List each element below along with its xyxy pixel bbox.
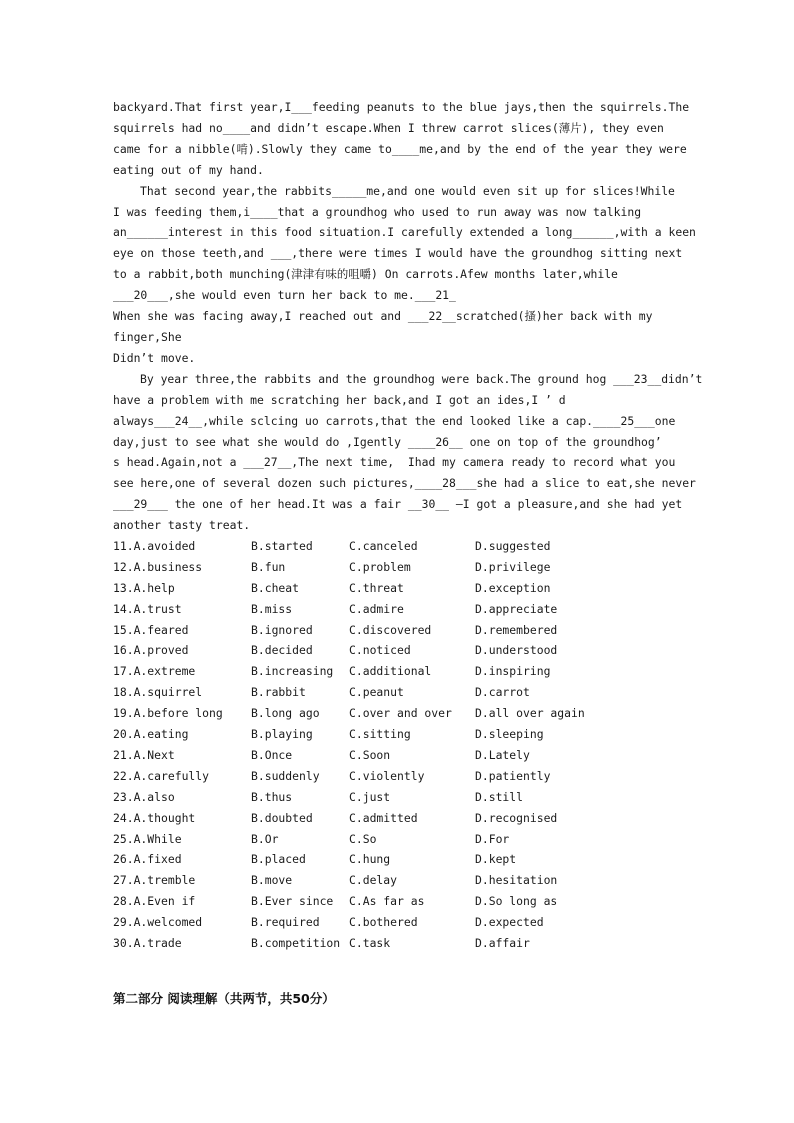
option-d: D.So long as — [475, 894, 558, 909]
passage-line: always___24__,while sclcing uo carrots,that the end looked like a cap.____25___one — [113, 413, 676, 428]
option-d: D.all over again — [475, 706, 585, 721]
option-c: C.over and over — [349, 706, 452, 721]
option-c: C.Soon — [349, 747, 391, 762]
option-row — [113, 766, 681, 787]
passage-line: I was feeding them,i____that a groundhog who used to run away was now talking — [113, 204, 642, 219]
option-b: B.cheat — [251, 580, 300, 595]
option-d: D.carrot — [475, 685, 530, 700]
option-a: 23.A.also — [113, 789, 175, 804]
option-row — [113, 870, 681, 891]
option-d: D.remembered — [475, 622, 558, 637]
option-a: 30.A.trade — [113, 935, 182, 950]
option-row — [113, 661, 681, 682]
passage-line: to a rabbit,both munching(津津有味的咀嚼) On carrots.Afew months later,while — [113, 267, 618, 282]
option-row — [113, 891, 681, 912]
option-a: 22.A.carefully — [113, 768, 210, 783]
option-c: C.discovered — [349, 622, 432, 637]
option-c: C.sitting — [349, 727, 411, 742]
passage-line: That second year,the rabbits_____me,and one would even sit up for slices!While — [140, 183, 675, 198]
option-d: D.privilege — [475, 559, 551, 574]
option-a: 21.A.Next — [113, 747, 175, 762]
option-c: C.peanut — [349, 685, 404, 700]
option-a: 16.A.proved — [113, 643, 189, 658]
option-a: 26.A.fixed — [113, 852, 182, 867]
option-a: 19.A.before long — [113, 706, 223, 721]
option-row — [113, 849, 681, 870]
option-row — [113, 640, 681, 661]
passage-line: When she was facing away,I reached out and ___22__scratched(搔)her back with my — [113, 309, 653, 324]
option-c: C.violently — [349, 768, 425, 783]
option-b: B.Ever since — [251, 894, 334, 909]
option-b: B.suddenly — [251, 768, 320, 783]
option-b: B.increasing — [251, 664, 334, 679]
option-d: D.suggested — [475, 539, 551, 554]
option-b: B.long ago — [251, 706, 320, 721]
option-row — [113, 745, 681, 766]
option-row — [113, 912, 681, 933]
option-b: B.playing — [251, 727, 313, 742]
option-d: D.Lately — [475, 747, 530, 762]
option-a: 20.A.eating — [113, 727, 189, 742]
option-a: 13.A.help — [113, 580, 175, 595]
option-b: B.competition — [251, 935, 341, 950]
option-b: B.placed — [251, 852, 306, 867]
passage-paragraph-2 — [113, 181, 696, 369]
option-c: C.just — [349, 789, 391, 804]
option-d: D.inspiring — [475, 664, 551, 679]
option-a: 11.A.avoided — [113, 539, 196, 554]
passage-line: finger,She — [113, 329, 182, 344]
option-d: D.recognised — [475, 810, 558, 825]
passage-line: eye on those teeth,and ___,there were times I would have the groundhog sitting next — [113, 246, 683, 261]
option-row — [113, 933, 681, 954]
document-page — [113, 97, 703, 954]
option-c: C.admitted — [349, 810, 418, 825]
option-d: D.exception — [475, 580, 551, 595]
option-c: C.admire — [349, 601, 404, 616]
passage-paragraph-3 — [113, 369, 703, 536]
option-b: B.thus — [251, 789, 293, 804]
option-a: 17.A.extreme — [113, 664, 196, 679]
option-row — [113, 578, 681, 599]
option-a: 27.A.tremble — [113, 873, 196, 888]
option-b: B.decided — [251, 643, 313, 658]
answer-options-list — [113, 536, 681, 954]
section-title: 第二部分 阅读理解（共两节，共50分） — [113, 991, 335, 1006]
option-row — [113, 620, 681, 641]
option-d: D.For — [475, 831, 510, 846]
option-d: D.affair — [475, 935, 530, 950]
option-b: B.move — [251, 873, 293, 888]
option-row — [113, 787, 681, 808]
passage-line: have a problem with me scratching her back,and I got an ides,I ’ d — [113, 392, 566, 407]
option-d: D.hesitation — [475, 873, 558, 888]
passage-line: came for a nibble(啃).Slowly they came to____me,and by the end of the year they were — [113, 141, 687, 156]
option-b: B.doubted — [251, 810, 313, 825]
passage-line: another tasty treat. — [113, 518, 251, 533]
option-c: C.bothered — [349, 915, 418, 930]
option-a: 24.A.thought — [113, 810, 196, 825]
option-c: C.problem — [349, 559, 411, 574]
passage-line: see here,one of several dozen such pictures,____28___she had a slice to eat,she never — [113, 476, 696, 491]
passage-line: ___29___ the one of her head.It was a fair __30__ —I got a pleasure,and she had yet — [113, 497, 683, 512]
option-b: B.fun — [251, 559, 286, 574]
option-row — [113, 557, 681, 578]
option-b: B.Or — [251, 831, 279, 846]
option-b: B.required — [251, 915, 320, 930]
passage-line: Didn’t move. — [113, 350, 196, 365]
passage-line: s head.Again,not a ___27__,The next time, Ihad my camera ready to record what you — [113, 455, 676, 470]
option-a: 12.A.business — [113, 559, 203, 574]
option-c: C.noticed — [349, 643, 411, 658]
option-c: C.As far as — [349, 894, 425, 909]
option-b: B.rabbit — [251, 685, 306, 700]
option-row — [113, 536, 681, 557]
option-a: 28.A.Even if — [113, 894, 196, 909]
passage-line: an______interest in this food situation.I carefully extended a long______,with a keen — [113, 225, 696, 240]
option-row — [113, 599, 681, 620]
option-row — [113, 808, 681, 829]
option-a: 15.A.feared — [113, 622, 189, 637]
passage-line: ___20___,she would even turn her back to me.___21_ — [113, 288, 456, 303]
option-row — [113, 682, 681, 703]
passage-line: By year three,the rabbits and the groundhog were back.The ground hog ___23__didn’t — [140, 371, 703, 386]
option-row — [113, 703, 681, 724]
option-d: D.kept — [475, 852, 517, 867]
option-b: B.Once — [251, 747, 293, 762]
option-d: D.expected — [475, 915, 544, 930]
option-c: C.delay — [349, 873, 398, 888]
passage-paragraph-1 — [113, 97, 690, 181]
option-b: B.ignored — [251, 622, 313, 637]
option-d: D.still — [475, 789, 524, 804]
passage-line: backyard.That first year,I___feeding peanuts to the blue jays,then the squirrels.The — [113, 100, 690, 114]
option-a: 29.A.welcomed — [113, 915, 203, 930]
option-d: D.understood — [475, 643, 558, 658]
option-b: B.miss — [251, 601, 293, 616]
option-c: C.hung — [349, 852, 391, 867]
option-row — [113, 724, 681, 745]
option-b: B.started — [251, 539, 313, 554]
option-c: C.canceled — [349, 539, 418, 554]
option-d: D.sleeping — [475, 727, 544, 742]
option-c: C.additional — [349, 664, 432, 679]
option-row — [113, 829, 681, 850]
passage-line: squirrels had no____and didn’t escape.When I threw carrot slices(薄片), they even — [113, 120, 664, 135]
option-c: C.threat — [349, 580, 404, 595]
option-a: 14.A.trust — [113, 601, 182, 616]
passage-line: eating out of my hand. — [113, 162, 264, 177]
option-c: C.task — [349, 935, 391, 950]
option-c: C.So — [349, 831, 377, 846]
option-a: 25.A.While — [113, 831, 182, 846]
option-a: 18.A.squirrel — [113, 685, 203, 700]
passage-line: day,just to see what she would do ,Igently ____26__ one on top of the groundhog’ — [113, 434, 662, 449]
option-d: D.appreciate — [475, 601, 558, 616]
option-d: D.patiently — [475, 768, 551, 783]
